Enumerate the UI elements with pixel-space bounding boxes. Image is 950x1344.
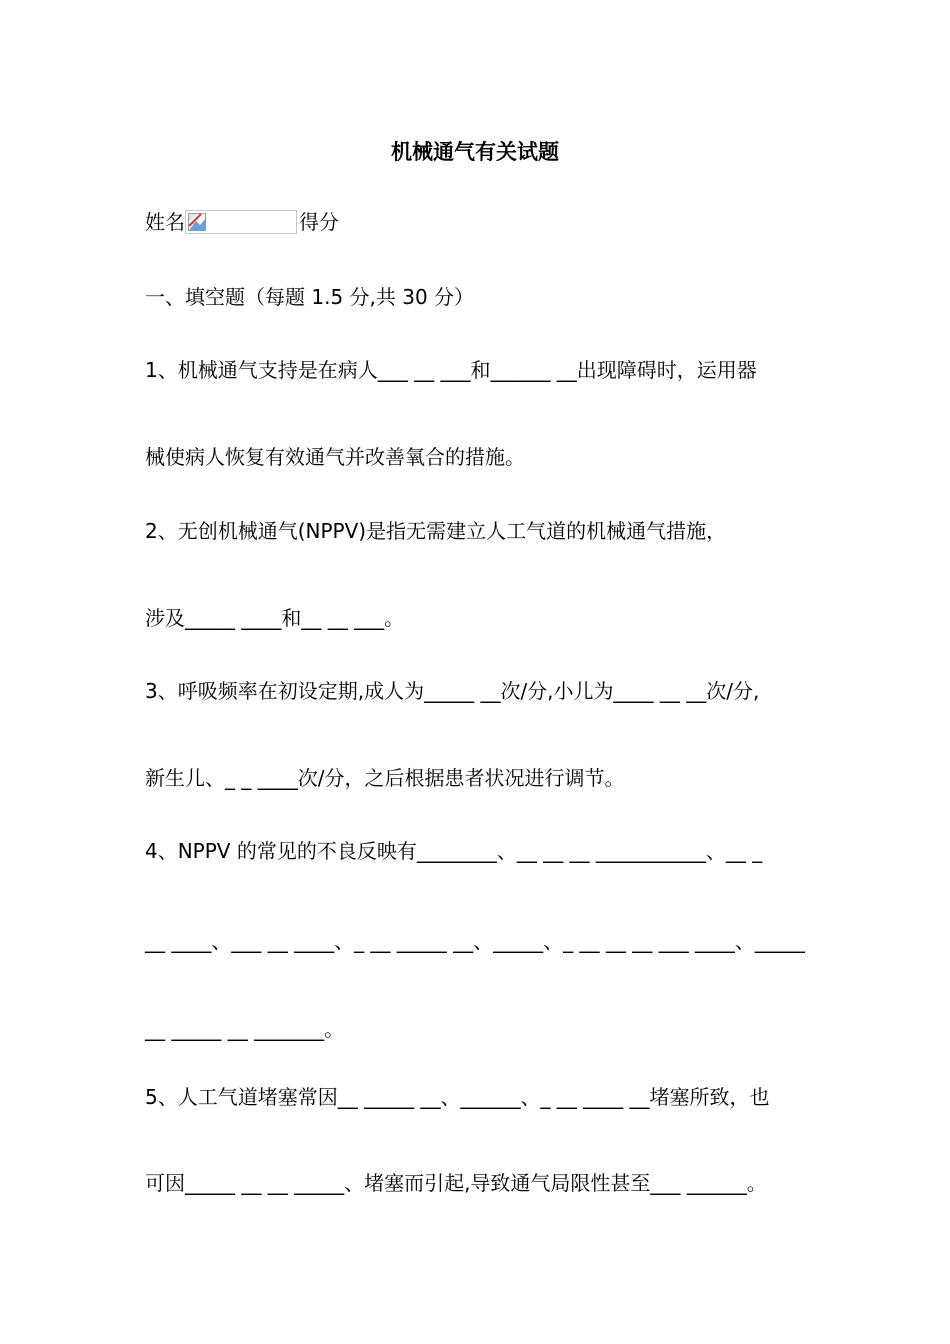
question-line: 3、呼吸频率在初设定期,成人为_____ __次/分,小儿为____ __ __次/分,: [145, 679, 760, 703]
question-line: __ _____ __ _______。: [145, 1017, 345, 1041]
question-line: 新生儿、_ _ ____次/分，之后根据患者状况进行调节。: [145, 766, 625, 790]
question-line: 5、人工气道堵塞常因__ _____ __、______、_ __ ____ __堵塞所致，也: [145, 1085, 770, 1109]
name-label: 姓名: [145, 210, 185, 234]
question-line: __ ____、___ __ ____、_ __ _____ __、_____、_ __ __ __ ___ ____、_____: [145, 929, 805, 953]
broken-image-icon: [185, 210, 297, 234]
name-score-row: [145, 208, 339, 236]
question-line: 可因_____ __ __ _____、堵塞而引起,导致通气局限性甚至___ ______。: [145, 1171, 767, 1195]
page-title: 机械通气有关试题: [391, 140, 559, 164]
score-label: 得分: [299, 210, 339, 234]
question-line: 2、无创机械通气(NPPV)是指无需建立人工气道的机械通气措施，: [145, 519, 727, 543]
question-line: 涉及_____ ____和__ __ ___。: [145, 606, 405, 630]
section-heading: 一、填空题（每题 1.5 分,共 30 分）: [145, 285, 475, 309]
question-line: 1、机械通气支持是在病人___ __ ___和______ __出现障碍时，运用器: [145, 358, 757, 382]
question-line: 械使病人恢复有效通气并改善氧合的措施。: [145, 445, 525, 469]
question-line: 4、NPPV 的常见的不良反映有________、__ __ __ ___________、__ _: [145, 839, 763, 863]
